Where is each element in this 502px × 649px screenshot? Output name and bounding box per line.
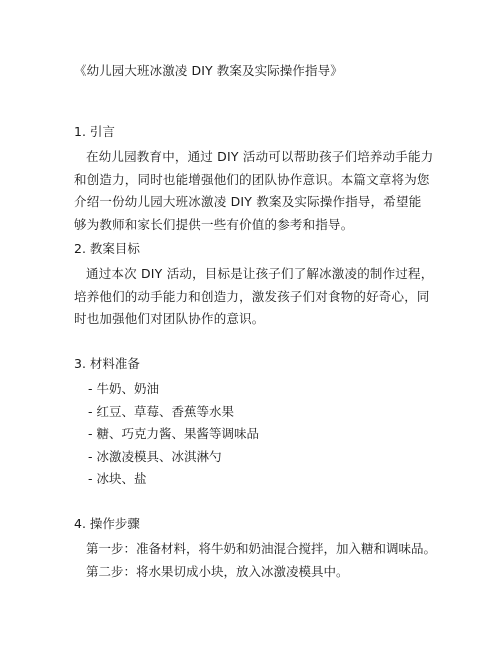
materials-list [74,378,434,491]
steps-list [74,538,437,583]
list-item: - 牛奶、奶油 [88,381,159,396]
section-steps [74,515,437,583]
section-heading: 4. 操作步骤 [74,516,140,531]
list-item: - 冰块、盐 [88,471,147,486]
section-paragraph: 在幼儿园教育中，通过 DIY 活动可以帮助孩子们培养动手能力和创造力，同时也能增强他们的团队协作意识。本篇文章将为您介绍一份幼儿园大班冰激凌 DIY 教案及实际操作指导，希望能够为教师和家长们提供一些有价值的参考和指导。 [74,149,434,232]
section-heading: 3. 材料准备 [74,356,140,371]
list-item: - 红豆、草莓、香蕉等水果 [88,403,234,419]
step-item: 第一步：准备材料，将牛奶和奶油混合搅拌，加入糖和调味品。 [86,541,437,556]
section-paragraph: 通过本次 DIY 活动，目标是让孩子们了解冰激凌的制作过程，培养他们的动手能力和创造力，激发孩子们对食物的好奇心，同时也加强他们对团队协作的意识。 [74,266,434,326]
list-item: - 冰激凌模具、冰淇淋勺 [88,448,222,464]
list-item: - 糖、巧克力酱、果酱等调味品 [88,426,259,441]
section-materials [74,355,434,491]
section-introduction [74,123,434,236]
document-title: 《幼儿园大班冰激凌 DIY 教案及实际操作指导》 [74,63,343,78]
section-heading: 2. 教案目标 [74,241,140,256]
step-item: 第二步：将水果切成小块，放入冰激凌模具中。 [86,563,349,579]
section-objectives [74,240,434,331]
section-heading: 1. 引言 [74,124,115,139]
